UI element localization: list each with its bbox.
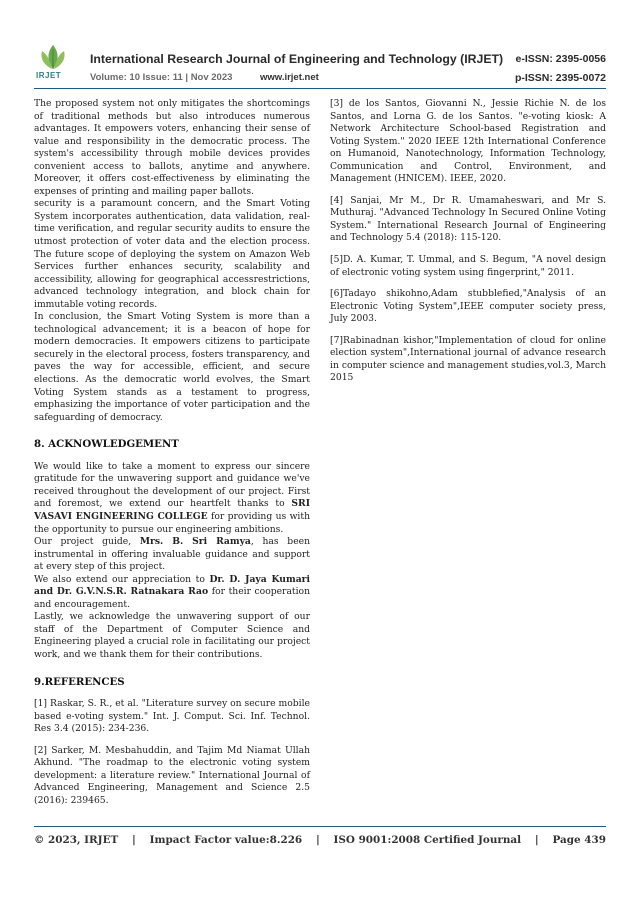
- ack-text: Our project guide,: [34, 536, 140, 548]
- reference-item: [4] Sanjai, Mr M., Dr R. Umamaheswari, and Mr S. Muthuraj. "Advanced Technology In Secured Online Voting System." International Research Journal of Engineering and Technology 5.4 (2018): 115-120.: [330, 194, 606, 244]
- left-column: [34, 98, 310, 816]
- ack-text: for their cooperation and encouragement.: [34, 586, 311, 610]
- irjet-logo: [34, 43, 72, 85]
- faculty-names: Dr. D. Jaya Kumari and Dr. G.V.N.S.R. Ratnakara Rao: [34, 573, 310, 598]
- ack-paragraph: [34, 461, 310, 536]
- iso-certification: ISO 9001:2008 Certified Journal: [333, 834, 522, 846]
- reference-item: [3] de los Santos, Giovanni N., Jessie Richie N. de los Santos, and Lorna G. de los Santos. "e-voting kiosk: A Network Architecture School-based Registration and Voting System." 2020 IEEE 12th International Conference on Humanoid, Nanotechnology, Information Technology, Communication and Control, Environment, and Management (HNICEM). IEEE, 2020.: [330, 98, 606, 185]
- footer-separator: |: [315, 834, 320, 846]
- page-number: Page 439: [552, 834, 606, 846]
- impact-factor: Impact Factor value:8.226: [149, 834, 303, 846]
- college-name: SRI VASAVI ENGINEERING COLLEGE: [34, 498, 310, 522]
- ack-text: for providing us with the opportunity to pursue our engineering ambitions.: [34, 510, 310, 535]
- reference-item: [7]Rabinadnan kishor,"Implementation of cloud for online election system",International journal of advance research in computer science and management studies,vol.3, March 2015: [330, 334, 606, 384]
- body-paragraph: The proposed system not only mitigates the shortcomings of traditional methods but also introduces numerous advantages. It empowers voters, enhancing their sense of value and responsibility in the democratic process. The system's accessibility through mobile devices provides convenient access to ballots, anytime and anywhere. Moreover, it offers cost-effectiveness by eliminating the expenses of printing and mailing paper ballots.: [34, 98, 310, 197]
- header-divider: [34, 88, 606, 89]
- reference-item: [2] Sarker, M. Mesbahuddin, and Tajim Md Niamat Ullah Akhund. "The roadmap to the electronic voting system development: a literature review." International Journal of Advanced Engineering, Management and Science 2.5 (2016): 239465.: [34, 744, 310, 806]
- guide-name: Mrs. B. Sri Ramya: [139, 536, 251, 548]
- website-link[interactable]: www.irjet.net: [260, 72, 319, 83]
- leaf-logo-icon: [34, 43, 72, 73]
- ack-paragraph: Lastly, we acknowledge the unwavering support of our staff of the Department of Computer Science and Engineering played a crucial role in facilitating our project work, and we thank them for their contributions.: [34, 611, 310, 660]
- volume-issue: Volume: 10 Issue: 11 | Nov 2023: [90, 72, 233, 83]
- footer-divider: [34, 826, 606, 827]
- eissn: e-ISSN: 2395-0056: [515, 53, 606, 65]
- page-header: [34, 43, 606, 87]
- reference-item: [1] Raskar, S. R., et al. "Literature survey on secure mobile based e-voting system." Int. J. Comput. Sci. Inf. Technol. Res 3.4 (2015): 234-236.: [34, 698, 310, 735]
- footer-separator: |: [534, 834, 539, 846]
- reference-item: [5]D. A. Kumar, T. Ummal, and S. Begum, "A novel design of electronic voting system using fingerprint," 2011.: [330, 254, 606, 278]
- ack-text: , has been instrumental in offering invaluable guidance and support at every step of this project.: [34, 536, 310, 573]
- reference-item: [6]Tadayo shikohno,Adam stubblefied,"Analysis of an Electronic Voting System",IEEE computer society press, July 2003.: [330, 288, 606, 325]
- ack-paragraph: [34, 536, 310, 574]
- right-column: [330, 98, 606, 394]
- page-footer: [34, 834, 606, 846]
- ack-text: We would like to take a moment to express our sincere gratitude for the unwavering support and guidance we've received throughout the development of our project. First and foremost, we extend our heartfelt thanks to: [34, 460, 310, 510]
- references-heading: 9.REFERENCES: [34, 675, 125, 688]
- pissn: p-ISSN: 2395-0072: [514, 72, 606, 84]
- body-paragraph: security is a paramount concern, and the Smart Voting System incorporates authentication, data validation, real-time verification, and regular security audits to ensure the utmost protection of voter data and the election process. The future scope of deploying the system on Amazon Web Services further enhances security, scalability and accessibility, allowing for geographical accessrestrictions, advanced technology integration, and block chain for immutable voting records.: [34, 198, 310, 310]
- logo-text: IRJET: [36, 71, 62, 80]
- journal-title: International Research Journal of Engineering and Technology (IRJET): [90, 52, 504, 66]
- ack-text: We also extend our appreciation to: [34, 573, 210, 585]
- acknowledgement-heading: 8. ACKNOWLEDGEMENT: [34, 438, 179, 451]
- copyright: © 2023, IRJET: [34, 834, 119, 846]
- body-paragraph: In conclusion, the Smart Voting System is more than a technological advancement; it is a beacon of hope for modern democracies. It empowers citizens to participate securely in the electoral process, fosters transparency, and paves the way for accessible, efficient, and secure elections. As the democratic world evolves, the Smart Voting System stands as a testament to progress, emphasizing the importance of voter participation and the safeguarding of democracy.: [34, 311, 310, 423]
- footer-separator: |: [132, 834, 136, 846]
- ack-paragraph: [34, 574, 310, 612]
